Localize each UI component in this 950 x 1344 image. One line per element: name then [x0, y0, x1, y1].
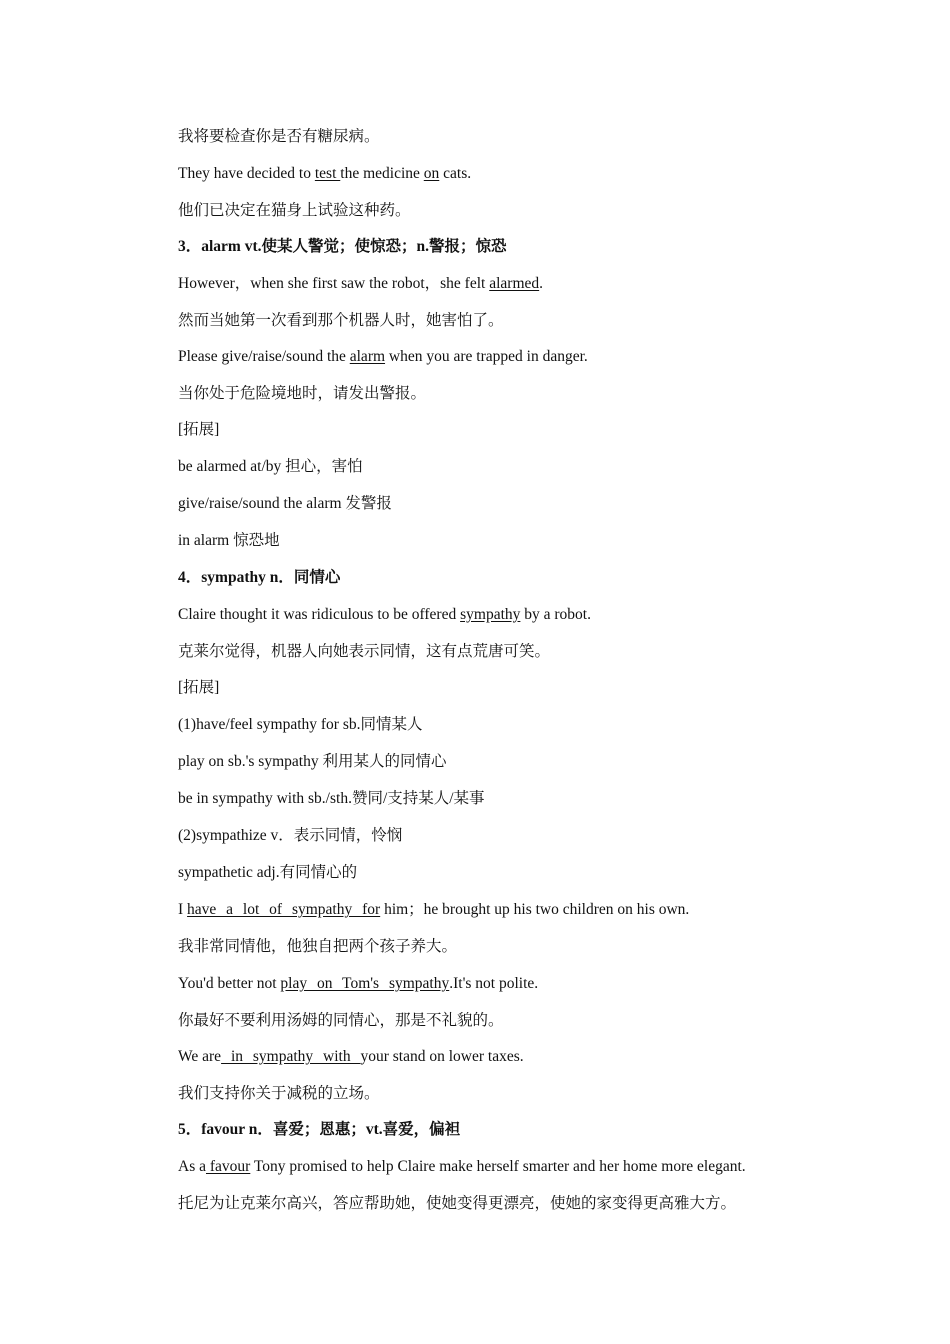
extension-label: [拓展] [178, 679, 220, 696]
vocab-heading-sympathy: 4．sympathy n．同情心 [178, 569, 341, 586]
example-translation: 托尼为让克莱尔高兴，答应帮助她，使她变得更漂亮，使她的家变得更高雅大方。 [178, 1195, 737, 1212]
answer-blank: sympathy [460, 606, 521, 623]
vocab-heading-favour: 5．favour n．喜爱；恩惠；vt.喜爱，偏袒 [178, 1121, 461, 1138]
answer-blank: play on Tom's sympathy [280, 975, 450, 992]
phrase-item: be in sympathy with sb./sth.赞同/支持某人/某事 [178, 790, 485, 807]
example-translation: 他们已决定在猫身上试验这种药。 [178, 202, 411, 219]
answer-blank: test [314, 165, 341, 182]
phrase-item: sympathetic adj.有同情心的 [178, 864, 358, 881]
example-translation: 我将要检查你是否有糖尿病。 [178, 128, 380, 145]
example-sentence: They have decided to test the medicine on cats. [178, 165, 472, 182]
answer-blank: in sympathy with [221, 1048, 361, 1065]
example-sentence: Claire thought it was ridiculous to be offered sympathy by a robot. [178, 606, 591, 623]
example-sentence: Please give/raise/sound the alarm when you are trapped in danger. [178, 348, 588, 365]
example-sentence: We are in sympathy with your stand on lower taxes. [178, 1048, 524, 1065]
example-translation: 你最好不要利用汤姆的同情心，那是不礼貌的。 [178, 1012, 504, 1029]
example-translation: 克莱尔觉得，机器人向她表示同情，这有点荒唐可笑。 [178, 643, 551, 660]
answer-blank: have a lot of sympathy for [187, 901, 381, 918]
phrase-item: (2)sympathize v．表示同情，怜悯 [178, 827, 403, 844]
answer-blank: on [423, 165, 440, 182]
example-translation: 然而当她第一次看到那个机器人时，她害怕了。 [178, 312, 504, 329]
example-sentence: I have a lot of sympathy for him；he brought up his two children on his own. [178, 901, 690, 918]
extension-label: [拓展] [178, 421, 220, 438]
example-translation: 我们支持你关于减税的立场。 [178, 1085, 380, 1102]
phrase-item: be alarmed at/by 担心，害怕 [178, 458, 363, 475]
phrase-item: play on sb.'s sympathy 利用某人的同情心 [178, 753, 447, 770]
answer-blank: alarmed [489, 275, 540, 292]
example-translation: 当你处于危险境地时，请发出警报。 [178, 385, 427, 402]
phrase-item: in alarm 惊恐地 [178, 532, 280, 549]
phrase-item: (1)have/feel sympathy for sb.同情某人 [178, 716, 423, 733]
example-sentence: However，when she first saw the robot，she felt alarmed. [178, 275, 544, 292]
phrase-item: give/raise/sound the alarm 发警报 [178, 495, 392, 512]
example-translation: 我非常同情他，他独自把两个孩子养大。 [178, 938, 458, 955]
answer-blank: alarm [349, 348, 386, 365]
example-sentence: As a favour Tony promised to help Claire make herself smarter and her home more elegant. [178, 1158, 746, 1175]
example-sentence: You'd better not play on Tom's sympathy.It's not polite. [178, 975, 539, 992]
answer-blank: favour [205, 1158, 251, 1175]
vocab-heading-alarm: 3．alarm vt.使某人警觉；使惊恐；n.警报；惊恐 [178, 238, 507, 255]
